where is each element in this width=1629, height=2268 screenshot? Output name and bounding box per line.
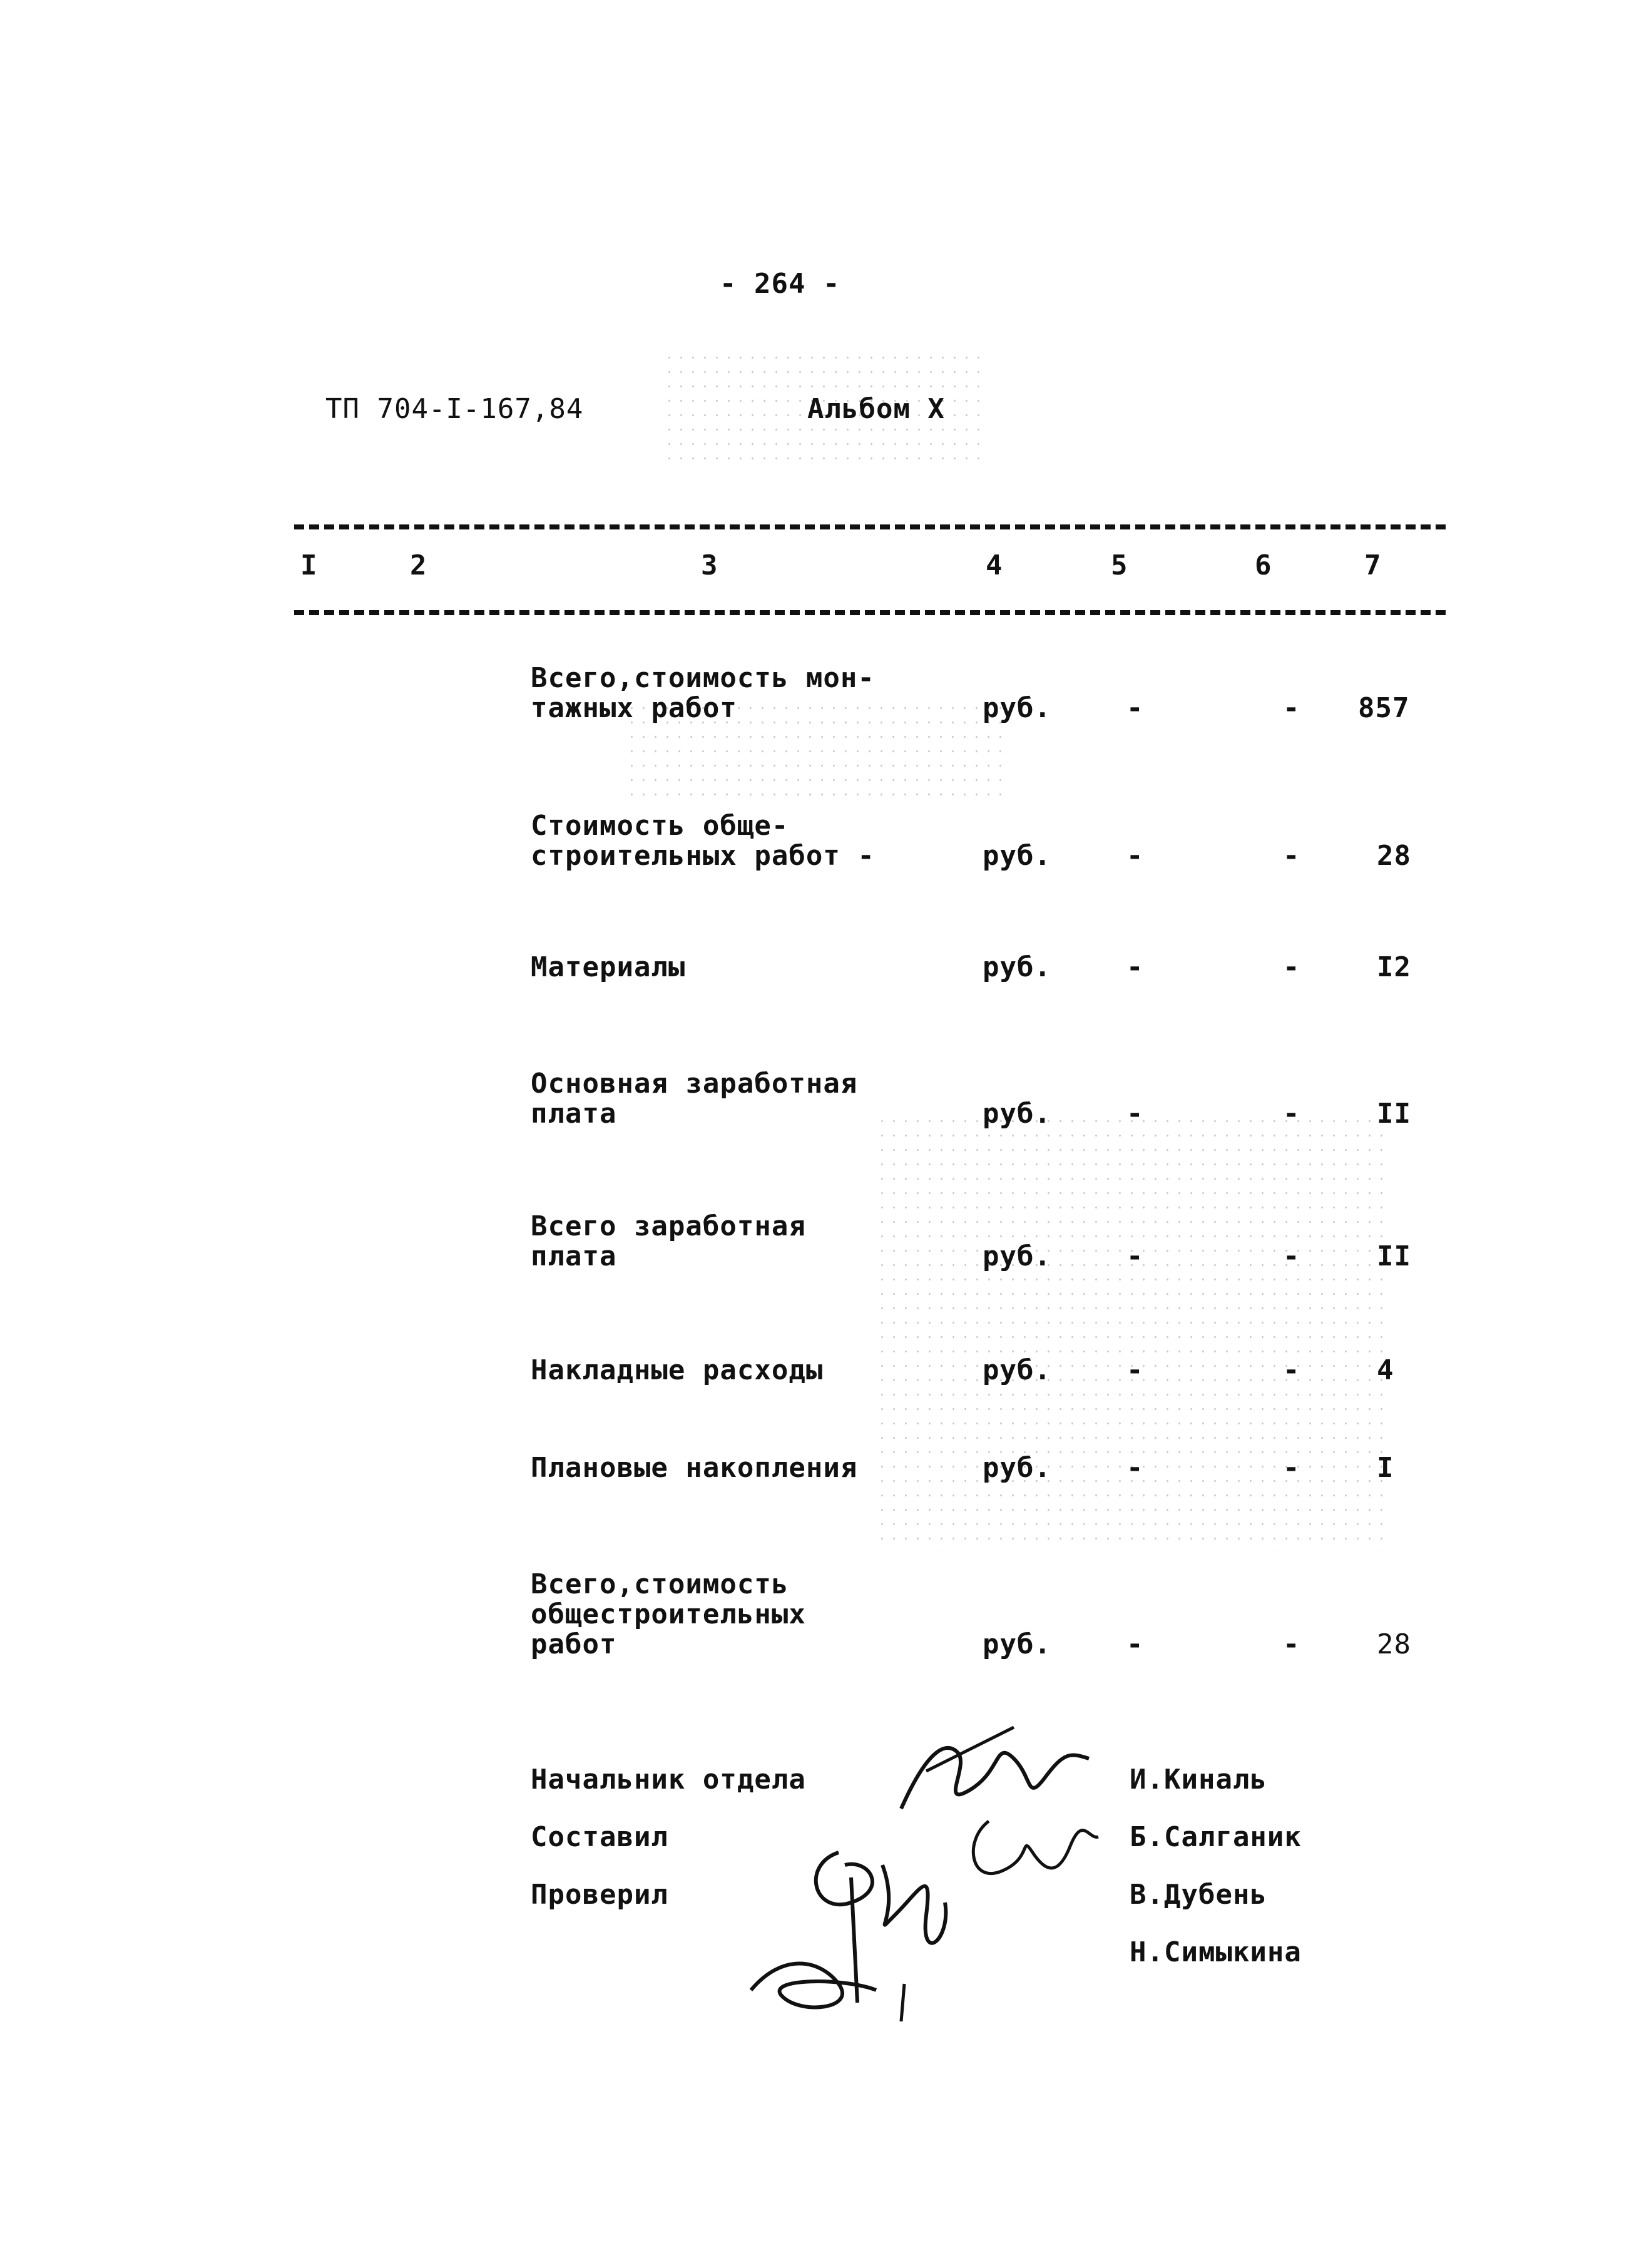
row-label: Стоимость обще- xyxy=(531,810,789,842)
document-code: ТП 704-I-167,84 xyxy=(325,393,584,425)
column-header-3: 3 xyxy=(701,549,718,581)
header-rule-bottom xyxy=(294,610,1446,615)
row-label: Материалы xyxy=(531,951,686,983)
row-unit: руб. xyxy=(983,692,1051,724)
header-rule-top xyxy=(294,524,1446,529)
row-label: Плановые накопления xyxy=(531,1452,858,1484)
row-col6: - xyxy=(1283,1354,1300,1386)
row-col5: - xyxy=(1126,1240,1144,1272)
row-col6: - xyxy=(1283,1452,1300,1484)
handwritten-signature xyxy=(745,1840,983,2028)
row-col6: - xyxy=(1283,1098,1300,1130)
row-col5: - xyxy=(1126,1452,1144,1484)
row-col6: - xyxy=(1283,1240,1300,1272)
row-label: Основная заработная xyxy=(531,1068,858,1100)
column-header-7: 7 xyxy=(1364,549,1382,581)
row-unit: руб. xyxy=(983,1628,1051,1660)
signature-role: Составил xyxy=(531,1821,668,1853)
row-label: Всего заработная xyxy=(531,1210,806,1242)
row-col7: 28 xyxy=(1377,1628,1411,1660)
row-col6: - xyxy=(1283,840,1300,872)
row-col5: - xyxy=(1126,1628,1144,1660)
column-header-4: 4 xyxy=(986,549,1003,581)
row-col7: 4 xyxy=(1377,1354,1394,1386)
row-label: Накладные расходы xyxy=(531,1354,824,1386)
row-label: тажных работ xyxy=(531,692,737,724)
row-col7: I xyxy=(1377,1452,1394,1484)
row-col7: II xyxy=(1377,1098,1411,1130)
row-col6: - xyxy=(1283,951,1300,983)
row-col7: I2 xyxy=(1377,951,1411,983)
row-col7: 857 xyxy=(1358,692,1410,724)
row-unit: руб. xyxy=(983,1098,1051,1130)
signature-name: В.Дубень xyxy=(1130,1879,1267,1911)
signature-name: Н.Симыкина xyxy=(1130,1936,1302,1968)
signature-role: Проверил xyxy=(531,1879,668,1911)
row-col5: - xyxy=(1126,840,1144,872)
row-unit: руб. xyxy=(983,1240,1051,1272)
row-unit: руб. xyxy=(983,840,1051,872)
row-col5: - xyxy=(1126,951,1144,983)
signature-name: И.Киналь xyxy=(1130,1764,1267,1796)
row-unit: руб. xyxy=(983,1452,1051,1484)
column-header-6: 6 xyxy=(1255,549,1272,581)
page-number: - 264 - xyxy=(720,268,840,300)
row-col7: II xyxy=(1377,1240,1411,1272)
row-label: Всего,стоимость мон- xyxy=(531,662,875,694)
row-label: работ xyxy=(531,1628,617,1660)
row-label: плата xyxy=(531,1098,617,1130)
column-header-5: 5 xyxy=(1111,549,1128,581)
signature-name: Б.Салганик xyxy=(1130,1821,1302,1853)
row-label: строительных работ - xyxy=(531,840,875,872)
row-col6: - xyxy=(1283,1628,1300,1660)
column-header-1: I xyxy=(300,549,318,581)
column-header-2: 2 xyxy=(410,549,427,581)
row-col6: - xyxy=(1283,692,1300,724)
row-col5: - xyxy=(1126,692,1144,724)
row-label: Всего,стоимость xyxy=(531,1568,789,1600)
row-label: общестроительных xyxy=(531,1598,806,1630)
signature-role: Начальник отдела xyxy=(531,1764,806,1796)
row-col7: 28 xyxy=(1377,840,1411,872)
row-unit: руб. xyxy=(983,1354,1051,1386)
row-col5: - xyxy=(1126,1354,1144,1386)
row-unit: руб. xyxy=(983,951,1051,983)
row-col5: - xyxy=(1126,1098,1144,1130)
handwritten-signature xyxy=(964,1802,1101,1890)
row-label: плата xyxy=(531,1240,617,1272)
album-label: Альбом X xyxy=(807,393,945,425)
scan-noise xyxy=(876,1114,1389,1552)
